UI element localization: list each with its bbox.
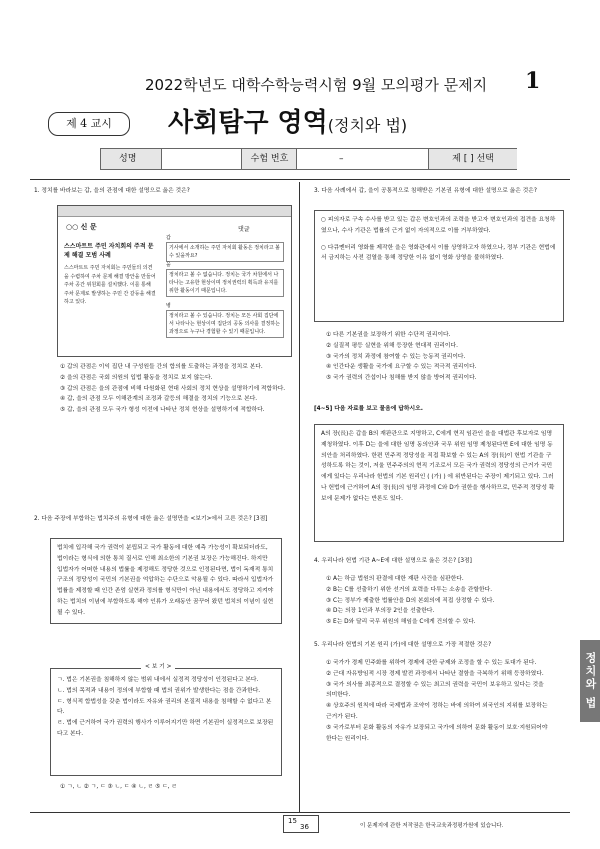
bogi-item-3: ㄷ. 형식적 합법성을 갖춘 법이라도 자유와 권리의 본질적 내용을 침해할 수 없다고 본다.	[57, 698, 272, 716]
q1-option-2[interactable]: ② 을의 관점은 국회 의원의 입법 활동을 정치로 보지 않는다.	[60, 374, 213, 381]
q3-option-3[interactable]: ③ 국가의 정치 과정에 참여할 수 있는 능동적 권리이다.	[326, 353, 466, 360]
q1-options	[60, 362, 292, 416]
bogi-item-4: ㄹ. 법에 근거하여 국가 권력의 행사가 이루어지기만 하면 기본권이 실정적으로 보장된다고 본다.	[57, 720, 274, 737]
q45-intro: [4~5] 다음 자료를 보고 물음에 답하시오.	[314, 406, 423, 412]
bogi-item-2: ㄴ. 법의 목적과 내용이 정의에 부합할 때 법의 권위가 발생한다는 점을 간과한다.	[57, 687, 261, 694]
q5-options	[326, 658, 550, 744]
footer-page: 15	[288, 817, 297, 825]
comment-a-text: 기사에서 소개하는 주민 자치회 활동은 정치라고 볼 수 있을까요?	[166, 242, 284, 262]
header-rule	[30, 179, 570, 180]
browser-bar	[58, 206, 291, 217]
q2-stem: 2. 다음 주장에 부합하는 법치주의 유형에 대한 옳은 설명만을 <보기>에서 고른 것은? [3점]	[34, 516, 268, 522]
q2-options[interactable]: ① ㄱ, ㄴ ② ㄱ, ㄷ ③ ㄴ, ㄷ ④ ㄴ, ㄹ ⑤ ㄷ, ㄹ	[60, 784, 177, 790]
q1-option-5[interactable]: ⑤ 갑, 을의 관점 모두 국가 형성 이전에 나타난 정치 현상을 설명하기에 적합하다.	[60, 407, 265, 414]
comment-b-label: 을	[166, 262, 171, 268]
page-number: 1	[525, 68, 541, 94]
q3-cases	[314, 210, 564, 322]
comment-c-text: 정치라고 볼 수 있습니다. 정치는 모든 사회 집단에서 나타나는 현상이며 집단의 공동 의사를 결정하는 과정으로 누구나 경험할 수 있기 때문입니다.	[166, 310, 284, 338]
comment-a	[166, 234, 284, 262]
period-badge: 제 4 교시	[48, 112, 130, 136]
q5-option-1[interactable]: ① 국가가 경제 민주화를 위하여 경제에 관한 규제와 조정을 할 수 있는 토대가 된다.	[326, 660, 537, 666]
exam-title: 2022학년도 대학수학능력시험 9월 모의평가 문제지	[145, 76, 488, 94]
q5-option-2[interactable]: ② 근대 자유방임적 시장 경제 발전 과정에서 나타난 결함을 극복하기 위해 등장하였다.	[326, 670, 544, 677]
q3-option-2[interactable]: ② 실질적 평등 실현을 위해 등장한 현대적 권리이다.	[326, 342, 458, 349]
q1-browser	[57, 205, 292, 357]
column-divider	[299, 182, 300, 812]
q5-stem: 5. 우리나라 헌법의 기본 원리 (가)에 대한 설명으로 가장 적절한 것은?	[314, 642, 492, 648]
q5-option-3[interactable]: ③ 국가 의사를 최종적으로 결정할 수 있는 최고의 권력을 국민이 보유하고 있다는 것을 의미한다.	[326, 681, 544, 699]
q45-passage: A의 장(長)은 갑을 B의 재판관으로 지명하고, C에게 현직 임관인 을을 대법관 후보자로 임명 제청하였다. 이후 D는 을에 대한 임명 동의안과 국무 위원 임명 제청된다면 E에 대한 임명 동의안을 처리하였다. 한편 민주적 정당성을 직접 확보할 수 있는 A의 장(長)이 헌법 기관을 구성하도록 하는 것이, 저울 민주주의의 현직 기조로서 모든 국가 권력의 정당성의 근거가 국민에게 있다는 우리나라 헌법의 기본 원리인 ( (가) ) 에 위반된다는 주장이 제기되고 있다. 그러나 헌법에 근거하여 A의 장(長)의 임명 과정에 C와 D가 권한을 행사하므로, 민주적 정당성 확보에 문제가 없다는 반론도 있다.	[314, 424, 564, 542]
q4-option-5[interactable]: ⑤ E는 D와 달리 국무 위원의 해임을 C에게 건의할 수 있다.	[326, 619, 476, 626]
q2-bogi	[50, 664, 282, 776]
footer-total: 36	[300, 823, 309, 831]
q5-option-5[interactable]: ⑤ 국가로부터 문화 활동의 자유가 보장되고 국가에 의하여 문화 활동이 보호·지원되어야 한다는 원리이다.	[326, 724, 548, 742]
q4-option-1[interactable]: ① A는 하급 법원의 판결에 대한 재판 사건을 심판한다.	[326, 576, 464, 582]
comment-b	[166, 261, 284, 297]
q4-stem: 4. 우리나라 헌법 기관 A~E에 대한 설명으로 옳은 것은? [3점]	[314, 558, 472, 564]
exam-no-label: 수험 번호	[241, 149, 297, 169]
q5-option-4[interactable]: ④ 상호주의 원칙에 따라 국제법과 조약이 정하는 바에 의하여 외국인의 지위를 보장하는 근거가 된다.	[326, 703, 548, 720]
q2-passage: 법치에 입각해 국가 권력이 분립되고 국가 활동에 대한 예측 가능성이 확보되더라도, 법이라는 형식에 의한 통치 질서로 인해 최소한의 기본권 보장은 가능해진다. 하지만 입법자가 어떠한 내용의 법률을 제정해도 정당한 것으로 인정된다면, 법이 독재적 통치 구조의 정당성이 국민의 기본권을 억압하는 수단으로 악용될 수 있다. 따라서 입법자가 법률을 제정할 때 인간 존엄 실현과 정의를 형식만이 아닌 내용에서도 정당하고 지켜야 하는 법치의 이념에 부합하도록 해야 인류가 오래동안 꿈꾸어 왔던 법치의 이념이 실현될 수 있다.	[50, 538, 282, 624]
q1-option-4[interactable]: ④ 갑, 을의 관점 모두 이해관계의 조정과 갈등의 해결을 정치의 기능으로 본다.	[60, 396, 258, 403]
article-title: 스스마트트 주민 자치회의 주적 문제 해결 모범 사례	[64, 243, 154, 259]
name-field[interactable]	[161, 149, 242, 169]
comment-c	[166, 302, 284, 338]
bogi-item-1: ㄱ. 법은 기본권을 침해하지 않는 범위 내에서 실정적 정당성이 인정된다고 본다.	[57, 677, 259, 683]
info-bar	[100, 148, 517, 170]
q4-option-3[interactable]: ③ C는 정부가 제출한 법률안을 D의 본회의에 직접 상정할 수 있다.	[326, 597, 495, 604]
q3-case-2: ○ 다큐멘터리 영화를 제작한 을은 영화관에서 이를 상영하고자 하였으나, 정부 기관은 현법에서 금지하는 사전 검열을 통해 정당한 이유 없이 영화 상영을 불허하였다.	[321, 244, 556, 262]
q3-options	[326, 330, 566, 384]
q3-option-1[interactable]: ① 다른 기본권을 보장하기 위한 수단적 권리이다.	[326, 332, 451, 338]
select-label: 제 [ ] 선택	[428, 149, 517, 169]
copyright-notice: 이 문제지에 관한 저작권은 한국교육과정평가원에 있습니다.	[360, 823, 504, 829]
exam-no-dash: –	[339, 154, 344, 164]
q3-option-5[interactable]: ⑤ 국가 권력의 간섭이나 침해를 받지 않을 방어적 권리이다.	[326, 375, 477, 382]
subject-main: 사회탐구 영역	[168, 108, 328, 138]
q1-stem: 1. 정치를 바라보는 갑, 을의 관점에 대한 설명으로 옳은 것은?	[34, 188, 190, 194]
q4-option-4[interactable]: ④ D는 의장 1인과 부의장 2인을 선출한다.	[326, 608, 435, 615]
q3-case-1: ○ 피의자로 구속 수사를 받고 있는 갑은 변호인과의 조력을 받고자 변호인과의 접견을 요청하였으나, 수사 기관은 법률의 근거 없이 자의적으로 이를 거부하였다.	[321, 217, 556, 234]
footer-rule	[30, 812, 570, 813]
comment-b-text: 정치라고 볼 수 없습니다. 정치는 국가 차원에서 나타나는 고유한 현상이며 정치권력의 획득과 유지를 위한 활동이기 때문입니다.	[166, 269, 284, 297]
q1-option-1[interactable]: ① 갑의 관점은 이익 집단 내 구성원들 간의 합의를 도출하는 과정을 정치로 본다.	[60, 364, 263, 370]
bogi-title: < 보 기 >	[141, 662, 175, 673]
footer-page-box	[283, 815, 319, 833]
comment-a-label: 갑	[166, 235, 171, 241]
q4-options	[326, 574, 566, 628]
reply-label: 댓글	[238, 226, 250, 233]
subject-title	[168, 102, 407, 139]
newspaper-name: ○○ 신 문	[66, 223, 97, 231]
q4-option-2[interactable]: ② B는 C를 선출하기 위한 선거의 효력을 다투는 소송을 관할한다.	[326, 586, 493, 593]
q3-stem: 3. 다음 사례에서 갑, 을이 공통적으로 침해받은 기본권 유형에 대한 설명으로 옳은 것은?	[314, 188, 537, 194]
q1-option-3[interactable]: ③ 갑의 관점은 을의 관점에 비해 다원화된 현대 사회의 정치 현상을 설명하기에 적합하다.	[60, 385, 286, 392]
subject-sub: (정치와 법)	[327, 116, 408, 135]
exam-no-field[interactable]	[296, 149, 429, 169]
name-label: 성명	[101, 149, 161, 169]
q3-option-4[interactable]: ④ 인간다운 생활을 국가에 요구할 수 있는 적극적 권리이다.	[326, 364, 477, 371]
subject-side-tab: 정치와 법	[580, 640, 600, 722]
comment-c-label: 병	[166, 303, 171, 309]
article-body: 스스마트트 주민 자치회는 주민들의 의견을 수렴하여 주차 문제 해결 방안을 만들어 주차 공간 위원회를 설치했다. 이를 통해 주차 문제로 발생하는 주민 간 갈등을 해결하고 있다.	[64, 265, 156, 305]
